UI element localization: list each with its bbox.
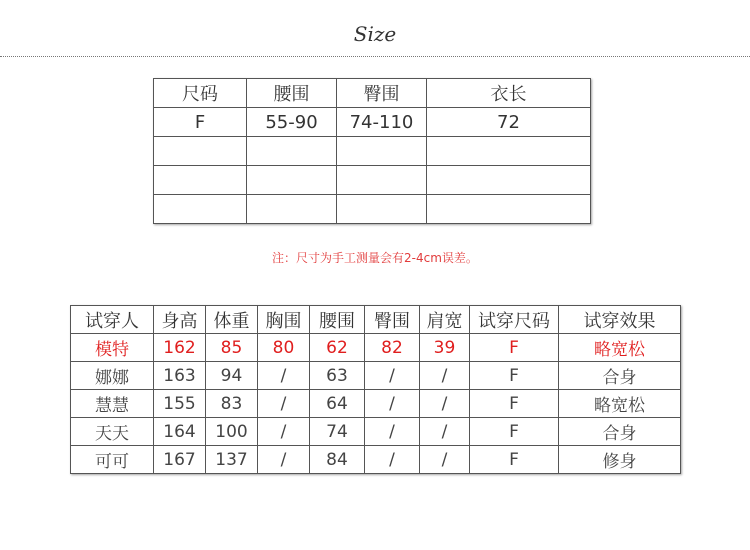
table-cell: / <box>420 390 470 418</box>
table-cell: 略宽松 <box>559 390 681 418</box>
table-cell: 167 <box>154 446 206 474</box>
table-row-model <box>71 334 681 362</box>
table-cell: / <box>365 390 420 418</box>
size-table <box>153 78 591 224</box>
table-cell: 72 <box>427 108 591 137</box>
page-title: Size <box>353 22 397 46</box>
table-row <box>154 108 591 137</box>
table-cell: 82 <box>365 334 420 362</box>
table-row <box>71 418 681 446</box>
header-cell: 腰围 <box>310 306 365 334</box>
table-cell: 模特 <box>71 334 154 362</box>
table-cell: 162 <box>154 334 206 362</box>
table-cell: 80 <box>258 334 310 362</box>
table-cell <box>154 195 247 224</box>
table-cell: 63 <box>310 362 365 390</box>
table-cell <box>427 195 591 224</box>
table-cell: 100 <box>206 418 258 446</box>
table-cell: 64 <box>310 390 365 418</box>
header-cell: 试穿人 <box>71 306 154 334</box>
table-cell: / <box>365 446 420 474</box>
table-cell: F <box>470 362 559 390</box>
header-cell: 尺码 <box>154 79 247 108</box>
table-header-row <box>154 79 591 108</box>
table-cell: 略宽松 <box>559 334 681 362</box>
header-cell: 胸围 <box>258 306 310 334</box>
table-cell: 163 <box>154 362 206 390</box>
table-cell: 85 <box>206 334 258 362</box>
table-cell: F <box>470 446 559 474</box>
table-cell <box>247 166 337 195</box>
table-cell: 娜娜 <box>71 362 154 390</box>
table-cell: 164 <box>154 418 206 446</box>
table-header-row <box>71 306 681 334</box>
table-cell: 94 <box>206 362 258 390</box>
trial-fit-table <box>70 305 681 474</box>
header-cell: 体重 <box>206 306 258 334</box>
table-cell <box>247 137 337 166</box>
table-cell: 62 <box>310 334 365 362</box>
table-cell <box>247 195 337 224</box>
table-cell <box>337 137 427 166</box>
header-cell: 臀围 <box>337 79 427 108</box>
table-cell <box>154 166 247 195</box>
table-cell: / <box>258 362 310 390</box>
table-cell: 修身 <box>559 446 681 474</box>
table-cell: 39 <box>420 334 470 362</box>
table-cell: / <box>258 418 310 446</box>
header-cell: 试穿尺码 <box>470 306 559 334</box>
table-cell: 慧慧 <box>71 390 154 418</box>
measurement-note: 注：尺寸为手工测量会有2-4cm误差。 <box>272 251 478 265</box>
table-cell <box>337 195 427 224</box>
table-cell: 83 <box>206 390 258 418</box>
header-cell: 衣长 <box>427 79 591 108</box>
table-cell: 合身 <box>559 418 681 446</box>
table-cell: 天天 <box>71 418 154 446</box>
table-cell: / <box>258 446 310 474</box>
table-cell: 84 <box>310 446 365 474</box>
table-cell: / <box>365 418 420 446</box>
table-row <box>154 137 591 166</box>
table-row <box>71 362 681 390</box>
table-cell: / <box>258 390 310 418</box>
table-cell <box>427 166 591 195</box>
table-cell: 74 <box>310 418 365 446</box>
table-cell: F <box>470 334 559 362</box>
dotted-divider <box>0 56 750 57</box>
table-row <box>71 390 681 418</box>
table-row <box>154 166 591 195</box>
header-cell: 身高 <box>154 306 206 334</box>
table-row <box>154 195 591 224</box>
table-cell <box>337 166 427 195</box>
header-cell: 试穿效果 <box>559 306 681 334</box>
table-cell <box>154 137 247 166</box>
table-cell: / <box>420 446 470 474</box>
table-cell: 55-90 <box>247 108 337 137</box>
table-cell: F <box>154 108 247 137</box>
header-cell: 臀围 <box>365 306 420 334</box>
table-cell: / <box>365 362 420 390</box>
table-cell: 155 <box>154 390 206 418</box>
table-cell: F <box>470 418 559 446</box>
table-cell: 74-110 <box>337 108 427 137</box>
table-row <box>71 446 681 474</box>
table-cell: 合身 <box>559 362 681 390</box>
table-cell: 可可 <box>71 446 154 474</box>
table-cell: F <box>470 390 559 418</box>
header-cell: 肩宽 <box>420 306 470 334</box>
header-cell: 腰围 <box>247 79 337 108</box>
table-cell: 137 <box>206 446 258 474</box>
table-cell: / <box>420 418 470 446</box>
table-cell: / <box>420 362 470 390</box>
table-cell <box>427 137 591 166</box>
